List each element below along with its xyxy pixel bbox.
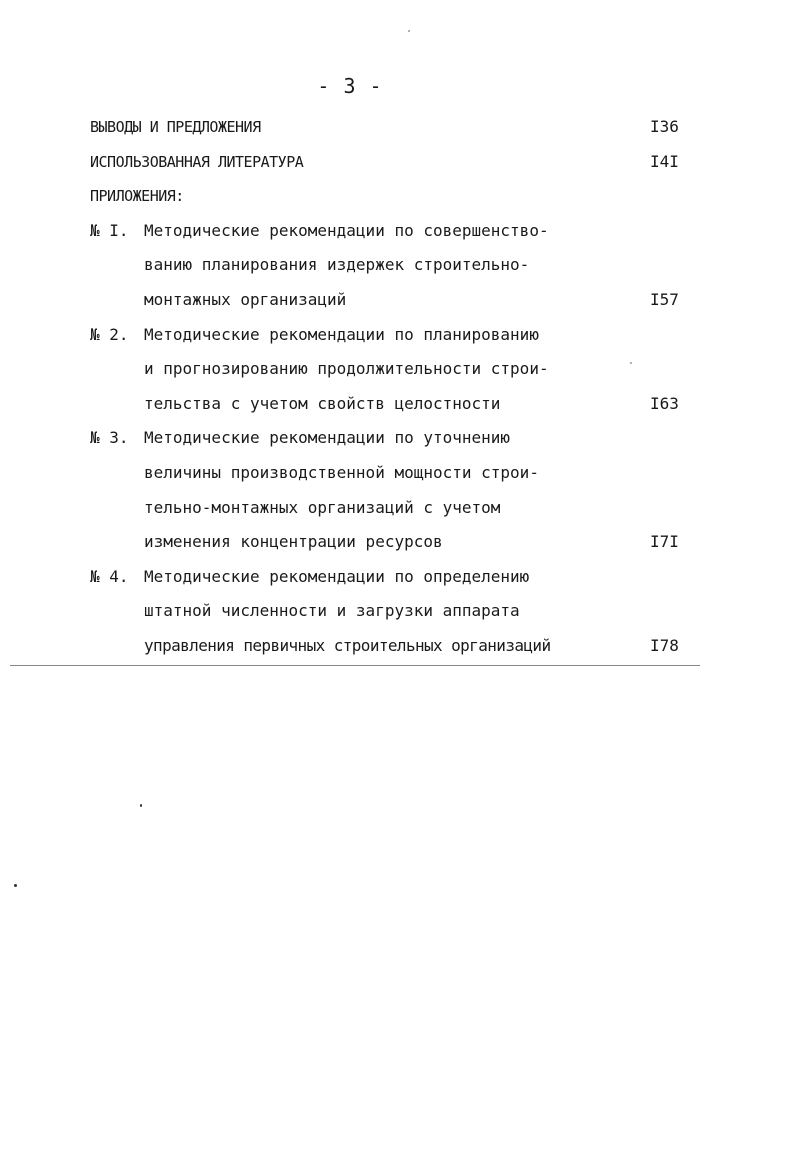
toc-entry-literature [90, 145, 700, 180]
appendix-4-line-3: управления первичных строительных организаций I78 [90, 629, 700, 664]
appendix-2-line-1: № 2. Методические рекомендации по планированию [90, 318, 700, 353]
toc-entry-page: I36 [650, 117, 679, 136]
toc-entry-page: I78 [650, 635, 679, 655]
appendix-3-line-4: изменения концентрации ресурсов I7I [90, 525, 700, 560]
appendices-heading: ПРИЛОЖЕНИЯ: [90, 187, 184, 206]
appendix-number: № I. [90, 220, 129, 240]
toc-entry-page: I7I [650, 532, 679, 552]
toc-entry-page: I4I [650, 151, 679, 171]
appendix-2-line-2: и прогнозированию продолжительности строи- [144, 359, 549, 379]
toc-entry-title: ВЫВОДЫ И ПРЕДЛОЖЕНИЯ [90, 118, 261, 136]
appendix-3-line-1: № 3. Методические рекомендации по уточнению [90, 421, 700, 456]
appendix-3-line-3: тельно-монтажных организаций с учетом [144, 497, 501, 517]
appendix-1-line-1: № I. Методические рекомендации по совершенство- [90, 214, 700, 249]
scan-speck [408, 30, 410, 32]
scan-speck [14, 884, 17, 887]
appendix-1-line-2: ванию планирования издержек строительно- [144, 255, 530, 275]
toc-entry-page: I57 [650, 289, 679, 309]
toc-entry-title: ИСПОЛЬЗОВАННАЯ ЛИТЕРАТУРА [90, 152, 304, 171]
toc-entry-conclusions [90, 110, 700, 145]
scan-speck [140, 804, 142, 807]
toc-entry-page: I63 [650, 393, 679, 413]
scan-speck [630, 362, 632, 364]
table-of-contents [90, 110, 700, 664]
appendix-2-line-3: тельства с учетом свойств целостности I63 [90, 387, 700, 422]
appendix-number: № 3. [90, 428, 129, 448]
horizontal-rule [10, 665, 700, 666]
appendix-number: № 4. [90, 566, 129, 586]
appendix-4-line-2: штатной численности и загрузки аппарата [144, 601, 520, 621]
appendix-3-line-2: величины производственной мощности строи- [144, 462, 539, 482]
appendix-4-line-1: № 4. Методические рекомендации по определению [90, 560, 700, 595]
page-number: - 3 - [317, 74, 383, 98]
appendix-number: № 2. [90, 324, 129, 344]
appendix-1-line-3: монтажных организаций I57 [90, 283, 700, 318]
